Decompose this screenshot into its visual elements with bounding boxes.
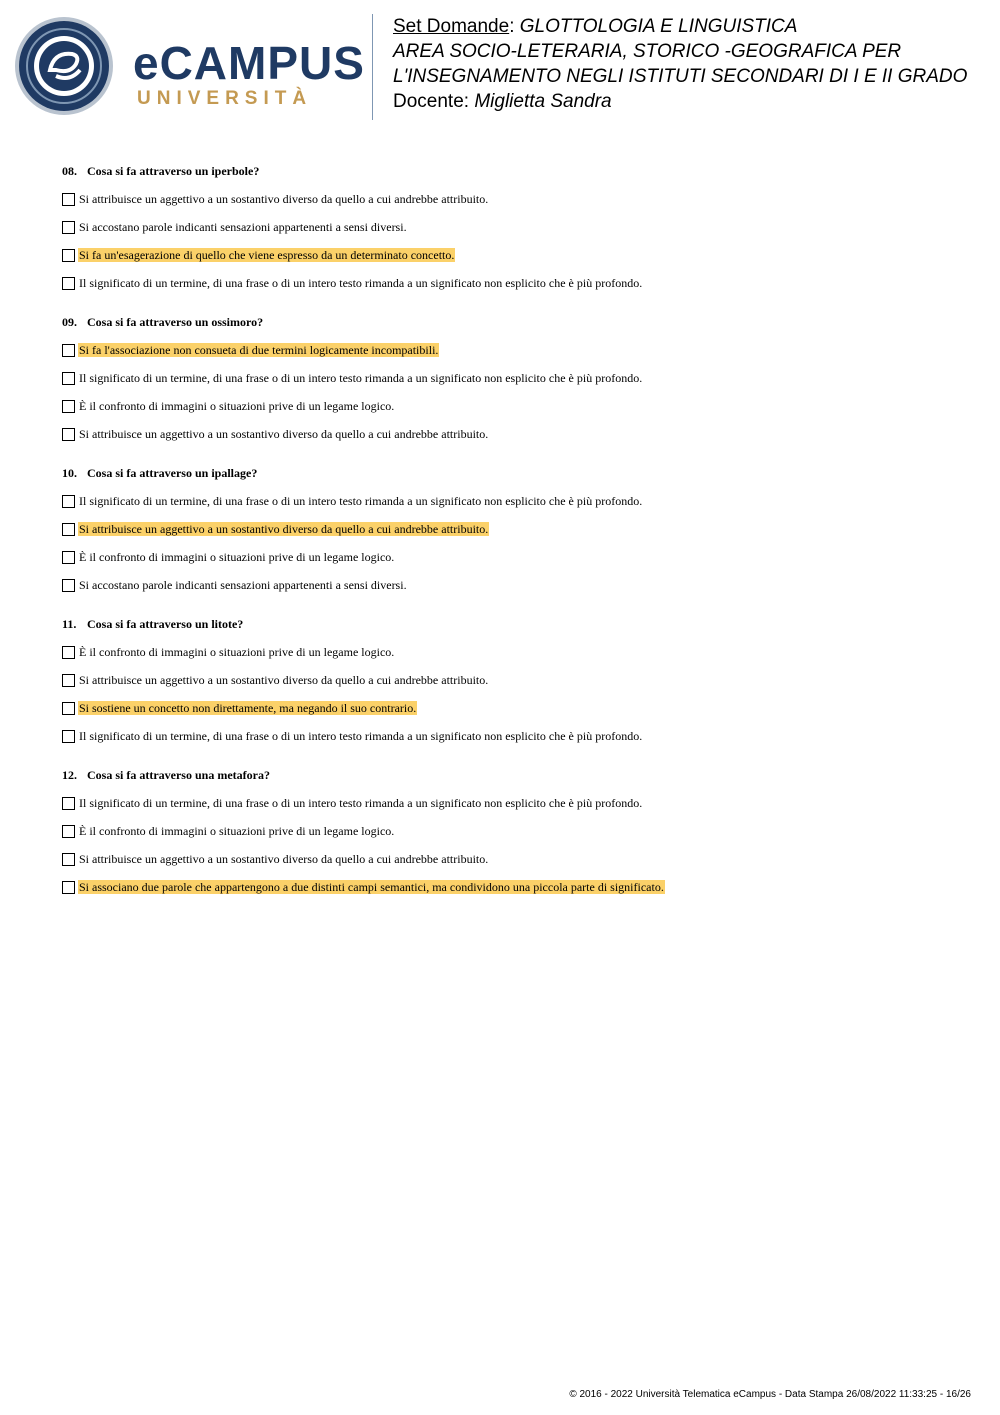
answer-checkbox[interactable] xyxy=(62,674,75,687)
question-text: Cosa si fa attraverso una metafora? xyxy=(87,768,270,782)
answer-text: È il confronto di immagini o situazioni prive di un legame logico. xyxy=(79,645,395,659)
correct-answer-text: Si fa un'esagerazione di quello che viene espresso da un determinato concetto. xyxy=(79,248,455,262)
question-number: 11. xyxy=(62,617,77,631)
answer-text: Si attribuisce un aggettivo a un sostantivo diverso da quello a cui andrebbe attribuito. xyxy=(79,852,489,866)
answer-option[interactable] xyxy=(62,694,962,722)
question-text: Cosa si fa attraverso un litote? xyxy=(87,617,244,631)
answer-checkbox[interactable] xyxy=(62,853,75,866)
answer-text: Si accostano parole indicanti sensazioni appartenenti a sensi diversi. xyxy=(79,220,407,234)
question-number: 08. xyxy=(62,164,77,178)
question-title xyxy=(62,764,962,786)
set-line: Set Domande: GLOTTOLOGIA E LINGUISTICA xyxy=(393,16,798,37)
answer-checkbox[interactable] xyxy=(62,400,75,413)
answer-checkbox[interactable] xyxy=(62,277,75,290)
answer-checkbox[interactable] xyxy=(62,646,75,659)
answer-text: È il confronto di immagini o situazioni prive di un legame logico. xyxy=(79,399,395,413)
answer-option[interactable] xyxy=(62,420,962,448)
logo-subtitle: UNIVERSITÀ xyxy=(137,88,313,109)
correct-answer-text: Si attribuisce un aggettivo a un sostantivo diverso da quello a cui andrebbe attribuito. xyxy=(79,522,489,536)
answer-option[interactable] xyxy=(62,571,962,599)
question-number: 10. xyxy=(62,466,77,480)
question-number: 09. xyxy=(62,315,77,329)
answer-text: Il significato di un termine, di una frase o di un intero testo rimanda a un significato non esplicito che è più profondo. xyxy=(79,371,643,385)
answer-checkbox[interactable] xyxy=(62,702,75,715)
answer-option[interactable] xyxy=(62,241,962,269)
answer-checkbox[interactable] xyxy=(62,551,75,564)
answer-option[interactable] xyxy=(62,336,962,364)
answer-checkbox[interactable] xyxy=(62,579,75,592)
answer-text: Si attribuisce un aggettivo a un sostantivo diverso da quello a cui andrebbe attribuito. xyxy=(79,192,489,206)
answer-checkbox[interactable] xyxy=(62,730,75,743)
question-block xyxy=(62,160,962,297)
answer-checkbox[interactable] xyxy=(62,523,75,536)
question-title xyxy=(62,613,962,635)
question-number: 12. xyxy=(62,768,77,782)
question-title xyxy=(62,462,962,484)
answer-text: Il significato di un termine, di una frase o di un intero testo rimanda a un significato non esplicito che è più profondo. xyxy=(79,796,643,810)
question-text: Cosa si fa attraverso un iperbole? xyxy=(87,164,260,178)
answer-option[interactable] xyxy=(62,269,962,297)
answer-checkbox[interactable] xyxy=(62,881,75,894)
correct-answer-text: Si sostiene un concetto non direttamente, ma negando il suo contrario. xyxy=(79,701,417,715)
answer-checkbox[interactable] xyxy=(62,372,75,385)
question-block xyxy=(62,613,962,750)
answer-checkbox[interactable] xyxy=(62,797,75,810)
answer-checkbox[interactable] xyxy=(62,495,75,508)
answer-text: È il confronto di immagini o situazioni prive di un legame logico. xyxy=(79,550,395,564)
set-label: Set Domande xyxy=(393,16,510,37)
question-text: Cosa si fa attraverso un ossimoro? xyxy=(87,315,264,329)
answer-text: Il significato di un termine, di una frase o di un intero testo rimanda a un significato non esplicito che è più profondo. xyxy=(79,494,643,508)
answer-checkbox[interactable] xyxy=(62,825,75,838)
correct-answer-text: Si fa l'associazione non consueta di due termini logicamente incompatibili. xyxy=(79,343,439,357)
question-title xyxy=(62,311,962,333)
answer-checkbox[interactable] xyxy=(62,249,75,262)
question-block xyxy=(62,462,962,599)
answer-option[interactable] xyxy=(62,817,962,845)
answer-text: Il significato di un termine, di una frase o di un intero testo rimanda a un significato non esplicito che è più profondo. xyxy=(79,276,643,290)
question-title xyxy=(62,160,962,182)
answer-option[interactable] xyxy=(62,638,962,666)
answer-option[interactable] xyxy=(62,392,962,420)
answer-option[interactable] xyxy=(62,873,962,901)
answer-checkbox[interactable] xyxy=(62,428,75,441)
answer-text: Il significato di un termine, di una frase o di un intero testo rimanda a un significato non esplicito che è più profondo. xyxy=(79,729,643,743)
question-list xyxy=(62,160,962,915)
document-header xyxy=(393,14,967,114)
question-text: Cosa si fa attraverso un ipallage? xyxy=(87,466,258,480)
answer-option[interactable] xyxy=(62,185,962,213)
correct-answer-text: Si associano due parole che appartengono a due distinti campi semantici, ma condividono una piccola parte di significato. xyxy=(79,880,664,894)
answer-option[interactable] xyxy=(62,666,962,694)
set-title: GLOTTOLOGIA E LINGUISTICA xyxy=(519,16,798,37)
answer-text: È il confronto di immagini o situazioni prive di un legame logico. xyxy=(79,824,395,838)
answer-text: Si attribuisce un aggettivo a un sostantivo diverso da quello a cui andrebbe attribuito. xyxy=(79,673,489,687)
logo-brand: eCAMPUS xyxy=(133,37,365,89)
answer-text: Si attribuisce un aggettivo a un sostantivo diverso da quello a cui andrebbe attribuito. xyxy=(79,427,489,441)
question-block xyxy=(62,764,962,901)
area-line-2: L'INSEGNAMENTO NEGLI ISTITUTI SECONDARI DI I E II GRADO xyxy=(393,66,968,87)
answer-checkbox[interactable] xyxy=(62,221,75,234)
ecampus-logo xyxy=(133,37,365,110)
docente-label: Docente: xyxy=(393,91,470,112)
answer-option[interactable] xyxy=(62,487,962,515)
ecampus-seal-icon xyxy=(14,16,114,116)
answer-option[interactable] xyxy=(62,845,962,873)
docente-name: Miglietta Sandra xyxy=(474,91,612,112)
answer-option[interactable] xyxy=(62,543,962,571)
answer-option[interactable] xyxy=(62,789,962,817)
area-line-1: AREA SOCIO-LETERARIA, STORICO -GEOGRAFICA PER xyxy=(393,41,902,62)
answer-checkbox[interactable] xyxy=(62,344,75,357)
question-block xyxy=(62,311,962,448)
page-footer: © 2016 - 2022 Università Telematica eCampus - Data Stampa 26/08/2022 11:33:25 - 16/26 xyxy=(569,1389,971,1400)
answer-option[interactable] xyxy=(62,722,962,750)
answer-text: Si accostano parole indicanti sensazioni appartenenti a sensi diversi. xyxy=(79,578,407,592)
answer-option[interactable] xyxy=(62,213,962,241)
answer-checkbox[interactable] xyxy=(62,193,75,206)
answer-option[interactable] xyxy=(62,515,962,543)
header-divider xyxy=(372,14,373,120)
docente-line xyxy=(393,89,967,114)
answer-option[interactable] xyxy=(62,364,962,392)
